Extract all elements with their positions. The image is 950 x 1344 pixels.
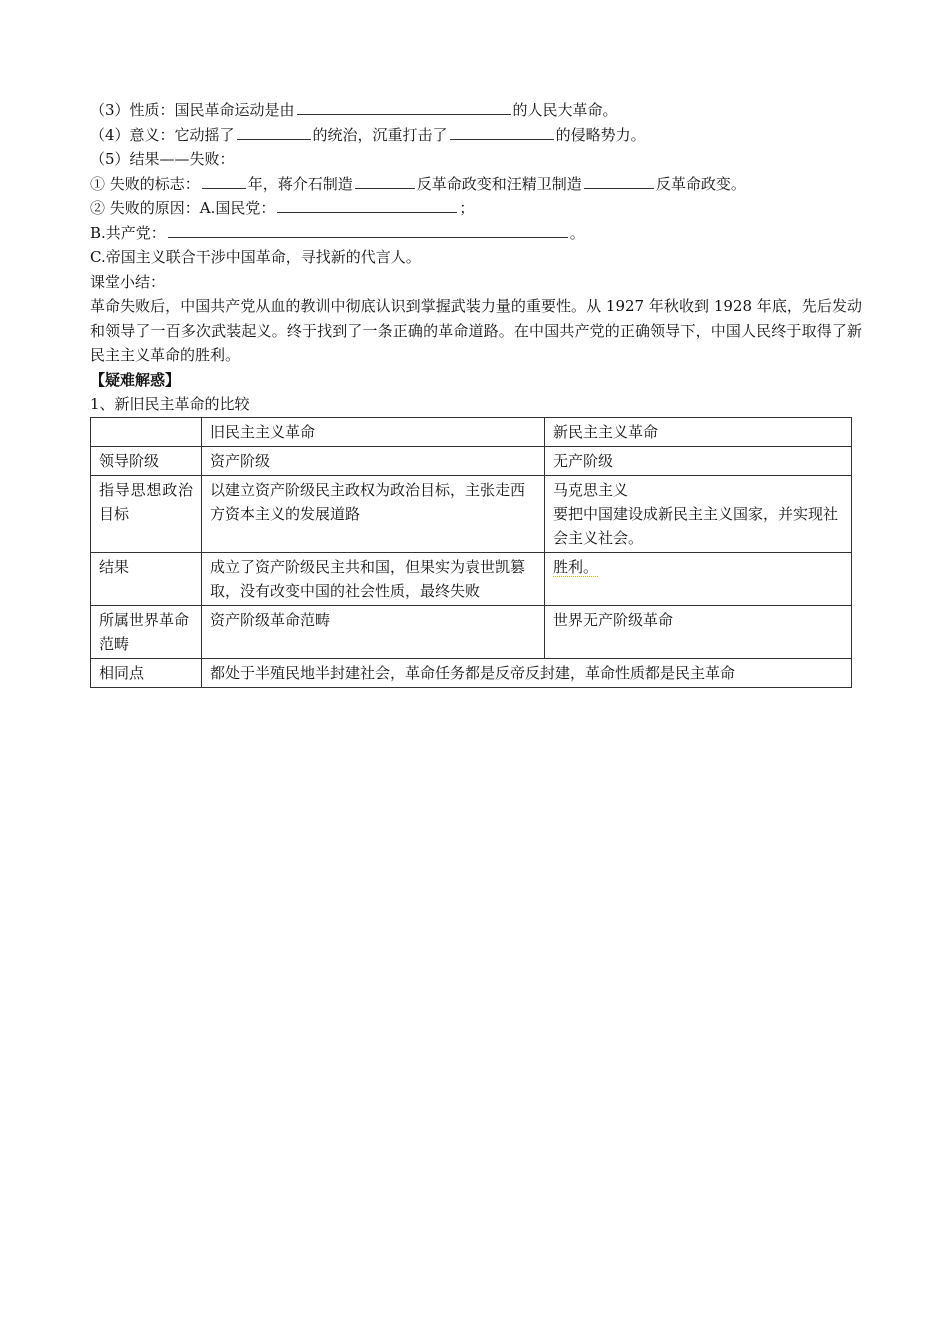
new-cell <box>545 552 852 605</box>
result-line <box>90 147 862 172</box>
failure-sign-line <box>90 172 862 197</box>
row-label: 相同点 <box>91 658 202 687</box>
significance-line <box>90 123 862 148</box>
section-heading-text: 【疑难解惑】 <box>90 370 181 389</box>
failure-sign-suffix: 反革命政变。 <box>655 174 746 193</box>
failure-reason-prefix: ② 失败的原因：A.国民党： <box>90 199 276 217</box>
section-heading <box>90 368 862 393</box>
new-cell: 世界无产阶级革命 <box>545 605 852 658</box>
old-cell: 成立了资产阶级民主共和国，但果实为袁世凯篡取，没有改变中国的社会性质，最终失败 <box>202 552 545 605</box>
table-row <box>91 658 852 687</box>
row-label: 领导阶级 <box>91 446 202 475</box>
worksheet-page <box>90 98 862 688</box>
new-cell-line-2: 要把中国建设成新民主主义国家，并实现社会主义社会。 <box>553 504 839 547</box>
ccp-reason-line <box>90 221 862 246</box>
imperialism-text: C.帝国主义联合干涉中国革命，寻找新的代言人。 <box>90 248 421 266</box>
failure-reason-suffix: ； <box>459 199 475 217</box>
comparison-table <box>90 417 852 688</box>
table-row <box>91 552 852 605</box>
row-label: 所属世界革命范畴 <box>91 605 202 658</box>
table-row <box>91 446 852 475</box>
table-title-text: 1、新旧民主革命的比较 <box>90 395 250 413</box>
nature-blank[interactable] <box>297 98 511 115</box>
ccp-reason-suffix: 。 <box>569 223 585 242</box>
summary-heading <box>90 270 862 295</box>
failure-year-blank[interactable] <box>202 172 246 189</box>
new-cell-text: 胜利。 <box>553 557 599 576</box>
nature-suffix: 的人民大革命。 <box>512 101 618 119</box>
significance-blank-1[interactable] <box>237 123 311 140</box>
new-cell <box>545 475 852 552</box>
ccp-reason-blank[interactable] <box>168 221 568 238</box>
nature-prefix: （3）性质：国民革命运动是由 <box>90 101 295 119</box>
chiang-coup-blank[interactable] <box>355 172 415 189</box>
wang-coup-blank[interactable] <box>584 172 654 189</box>
significance-suffix: 的侵略势力。 <box>555 125 646 144</box>
table-header-row <box>91 417 852 446</box>
header-cell-new: 新民主主义革命 <box>545 417 852 446</box>
header-cell-old: 旧民主主义革命 <box>202 417 545 446</box>
result-heading: （5）结果——失败： <box>90 150 235 168</box>
failure-reason-line <box>90 196 862 221</box>
table-row <box>91 605 852 658</box>
kmt-reason-blank[interactable] <box>277 196 457 213</box>
nature-line <box>90 98 862 123</box>
old-cell: 以建立资产阶级民主政权为政治目标，主张走西方资本主义的发展道路 <box>202 475 545 552</box>
significance-blank-2[interactable] <box>450 123 554 140</box>
ccp-reason-prefix: B.共产党： <box>90 223 166 242</box>
imperialism-line <box>90 245 862 270</box>
old-cell: 资产阶级革命范畴 <box>202 605 545 658</box>
table-title <box>90 392 862 417</box>
table-row <box>91 475 852 552</box>
failure-sign-mid-2: 反革命政变和汪精卫制造 <box>416 174 582 193</box>
row-label: 指导思想政治目标 <box>91 475 202 552</box>
failure-sign-mid-1: 年，蒋介石制造 <box>247 174 353 193</box>
summary-paragraph: 革命失败后，中国共产党从血的教训中彻底认识到掌握武装力量的重要性。从 1927 年秋收到 1928 年底，先后发动和领导了一百多次武装起义。终于找到了一条正确的革命道路。在中国共产党的正确领导下，中国人民终于取得了新民主主义革命的胜利。 <box>90 297 862 364</box>
header-cell-empty <box>91 417 202 446</box>
significance-prefix: （4）意义：它动摇了 <box>90 125 235 144</box>
new-cell: 无产阶级 <box>545 446 852 475</box>
row-label: 结果 <box>91 552 202 605</box>
significance-mid: 的统治，沉重打击了 <box>312 125 448 144</box>
same-cell: 都处于半殖民地半封建社会，革命任务都是反帝反封建，革命性质都是民主革命 <box>202 658 852 687</box>
new-cell-line-1: 马克思主义 <box>553 480 629 499</box>
old-cell: 资产阶级 <box>202 446 545 475</box>
summary-heading-text: 课堂小结： <box>90 272 166 291</box>
failure-sign-prefix: ① 失败的标志： <box>90 174 200 193</box>
